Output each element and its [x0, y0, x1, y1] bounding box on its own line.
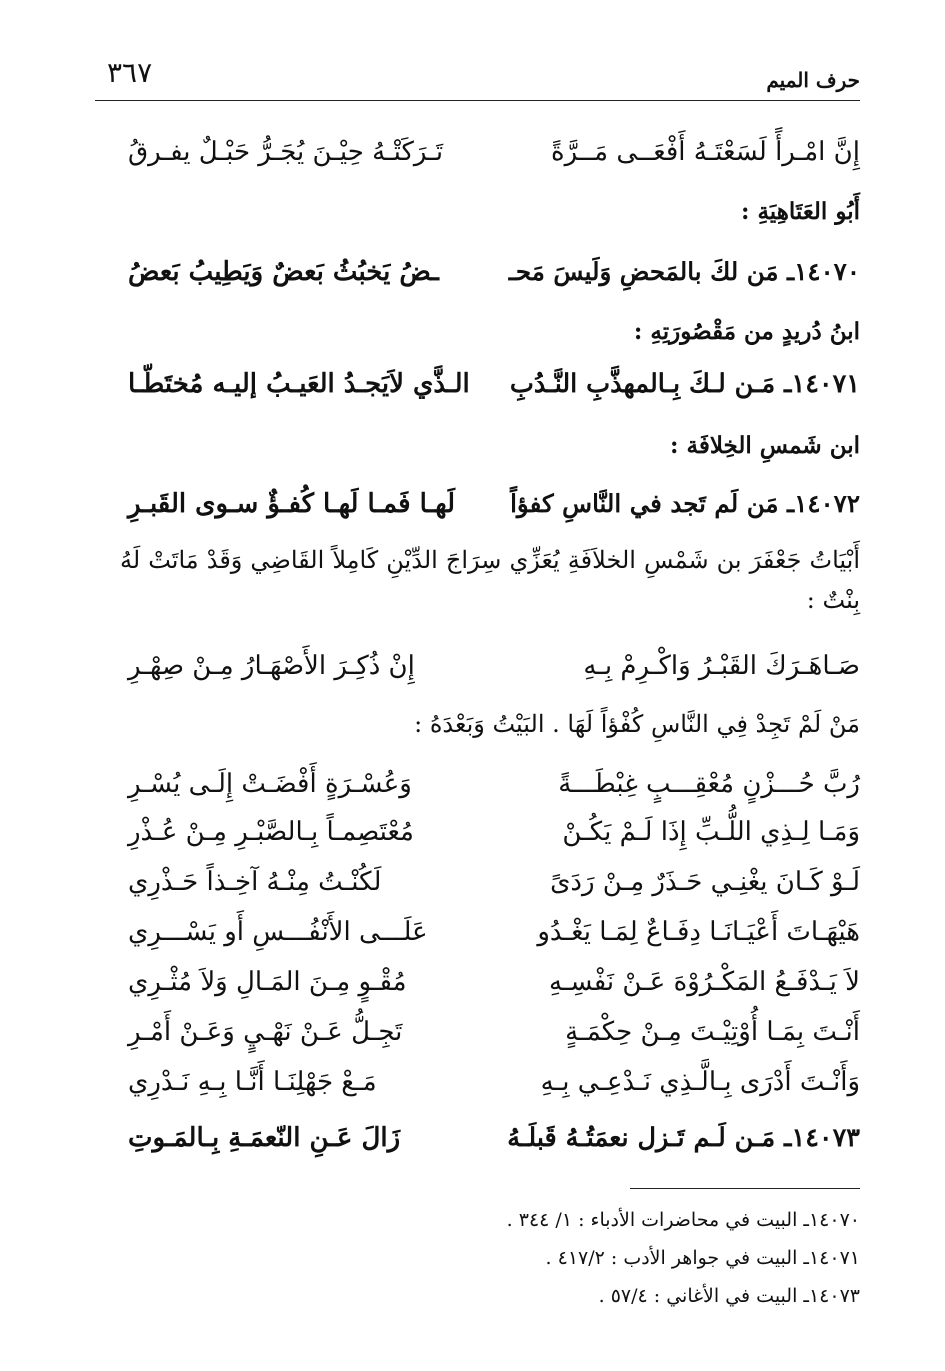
- verse-first-hemistich: ١٤٠٧٠ـ مَن لكَ بالمَحضِ وَلَيسَ مَحـ: [508, 257, 860, 286]
- verse-line: [120, 1062, 860, 1102]
- verse-second-hemistich: الـذَّي لاَيَجـدُ العَيـبُ إليـه مُختَطّـا: [128, 369, 470, 399]
- poet-heading: ابنُ دُريدٍ من مَقْصُورَتِهِ :: [633, 318, 860, 345]
- verse-line: [120, 812, 860, 852]
- verse-first-hemistich: ١٤٠٧٣ـ مَـن لَـم تَـزل نعمَتُـهُ قَبلَـهُ: [507, 1123, 860, 1153]
- poet-heading: ابن شَمسِ الخِلافَة :: [670, 432, 860, 459]
- verse-first-hemistich: وَمَـا لِـذِي اللُّـبِّ إِذَا لَـمْ يَكُـنْ: [562, 817, 860, 847]
- footnote: ١٤٠٧٣ـ البيت في الأغاني : ٥٧/٤ .: [598, 1285, 860, 1307]
- verse-second-hemistich: وَعُسْـرَةٍ أَفْضَـتْ إِلَـى يُسْـرِ: [128, 769, 412, 799]
- verse-second-hemistich: لَكُنْـتُ مِنْـهُ آخِـذاً حَـذْرِي: [128, 867, 382, 897]
- verse-second-hemistich: مَـعْ جَهْلِنَـا أَنَّـا بِـهِ نَـدْرِي: [128, 1067, 377, 1097]
- verse-second-hemistich: تَجِـلُّ عَـنْ نَهْـيٍ وَعَـنْ أَمْـرِ: [128, 1017, 403, 1047]
- verse-line-14072: [120, 484, 860, 524]
- verse-first-hemistich: رُبَّ حُـــزْنٍ مُعْقِـــبٍ غِبْطَـــةً: [558, 769, 860, 799]
- prose-paragraph: مَنْ لَمْ تَجِدْ فِي النَّاسِ كُفْؤاً لَهَا . البَيْتُ وَبَعْدَهُ :: [414, 710, 860, 738]
- footnote: ١٤٠٧١ـ البيت في جواهر الأدب : ٤١٧/٢ .: [545, 1247, 860, 1269]
- verse-first-hemistich: أَنْـتَ بِمَـا أُوْتِيْـتَ مِـنْ حِكْمَـةٍ: [565, 1017, 860, 1047]
- footnote: ١٤٠٧٠ـ البيت في محاضرات الأدباء : ١/ ٣٤٤ .: [506, 1209, 860, 1231]
- verse-first-hemistich: إِنَّ امْـرأً لَسَعْتَـهُ أَفْعَــى مَــرَّةً: [550, 137, 860, 167]
- prose-paragraph: أَبْيَاتُ جَعْفَرَ بن شَمْسِ الخلاَفَةِ يُعَزِّي سِرَاجَ الدِّيْنِ كَامِلاً القَاضِي وَقَدْ مَاتَتْ لَهُ بِنْتٌ :: [120, 546, 860, 614]
- poet-heading: أَبُو العَتَاهِيَةِ :: [740, 198, 860, 225]
- footnote-divider: [630, 1188, 860, 1189]
- verse-first-hemistich: لاَ يَـدْفَـعُ المَكْـرُوْهَ عَـنْ نَفْسِـهِ: [548, 967, 860, 997]
- verse-second-hemistich: عَلَـــى الأَنْفُـــسِ أَو يَسْـــرِي: [128, 917, 428, 947]
- verse-second-hemistich: ـضُ يَخبُثُ بَعضٌ وَيَطِيبُ بَعضُ: [128, 257, 439, 287]
- verse-line-14070: [120, 252, 860, 292]
- verse-second-hemistich: لَهـا فَمـا لَهـا كُفـؤٌ سـوى القَبـرِ: [128, 489, 456, 519]
- verse-second-hemistich: تَـرَكَتْـهُ حِيْـنَ يُجَـرُّ حَبْـلٌ يفـرقُ: [128, 137, 444, 167]
- verse-line-14073: [120, 1118, 860, 1158]
- verse-line: [120, 132, 860, 172]
- verse-line: [120, 962, 860, 1002]
- verse-line: [120, 862, 860, 902]
- page-number: ٣٦٧: [107, 56, 153, 89]
- verse-first-hemistich: ١٤٠٧٢ـ مَن لَم تَجد في النَّاسِ كفؤاً: [510, 489, 860, 518]
- page-header: [95, 48, 860, 101]
- verse-first-hemistich: هَيْهَـاتَ أَعْيَـانَـا دِفَـاعٌ لِمَـا يَغْـدُو: [537, 917, 860, 947]
- verse-second-hemistich: مُعْتَصِمـاً بِـالصَّبْـرِ مِـنْ عُـذْرِ: [128, 817, 414, 847]
- verse-first-hemistich: ١٤٠٧١ـ مَـن لـكَ بِـالمهذَّبِ النَّـدُبِ: [509, 369, 860, 399]
- verse-first-hemistich: وَأَنْـتَ أَدْرَى بِـالَّـذِي نَـدْعِـي بِـهِ: [540, 1067, 860, 1097]
- verse-first-hemistich: لَـوْ كَـانَ يغْنِـي حَـذَرٌ مِـنْ رَدَىً: [550, 867, 860, 897]
- verse-line: [120, 912, 860, 952]
- verse-line: [120, 646, 860, 686]
- verse-second-hemistich: إِنْ ذُكِـرَ الأَصْهَـارُ مِـنْ صِهْـرِ: [128, 651, 415, 681]
- verse-second-hemistich: مُقْـوٍ مِـنَ المَـالِ وَلاَ مُثْـرِي: [128, 967, 407, 997]
- verse-line: [120, 1012, 860, 1052]
- verse-second-hemistich: زَالَ عَـنِ النّعمَـةِ بِـالمَـوتِ: [128, 1123, 401, 1153]
- verse-first-hemistich: صَـاهَـرَكَ القَبْـرُ وَاكْـرِمْ بِـهِ: [583, 651, 860, 681]
- running-head: حرف الميم: [766, 68, 860, 92]
- verse-line-14071: [120, 364, 860, 404]
- verse-line: [120, 764, 860, 804]
